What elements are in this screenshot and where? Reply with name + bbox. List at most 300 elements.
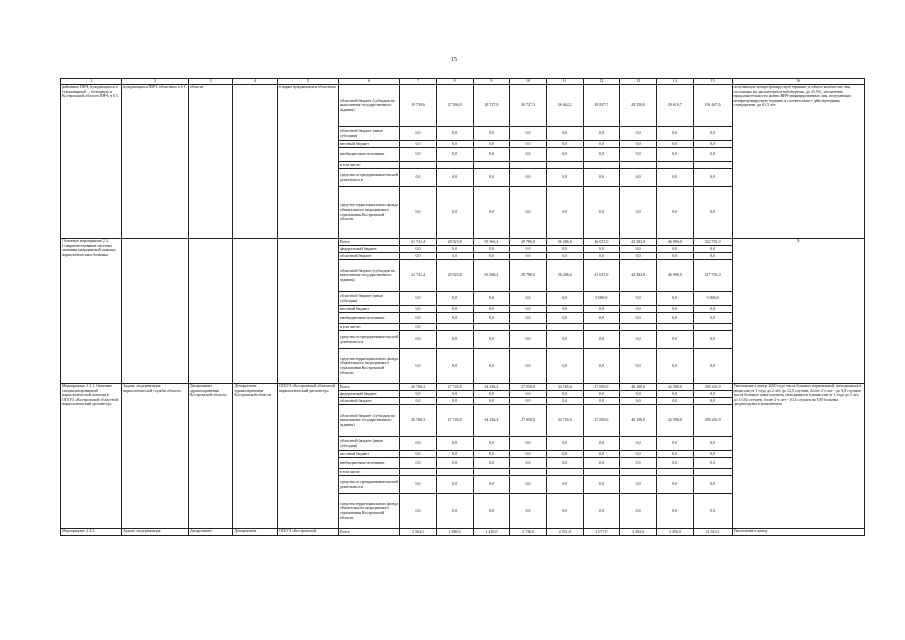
value-cell: 46 037,0	[583, 239, 620, 246]
value-cell: 0,0	[473, 246, 510, 253]
value-cell	[583, 469, 620, 476]
value-cell: 0,0	[400, 292, 437, 306]
value-cell: 0,0	[693, 476, 732, 494]
value-cell: 18 727,9	[473, 85, 510, 127]
value-cell	[656, 162, 693, 169]
value-cell: 34 765,6	[546, 405, 583, 437]
cell-c1: районных ПНЧ, нуждающихся в стационарной ... больницах в Костромской области ПНЧ, в 6 С	[61, 85, 122, 239]
value-cell: 0,0	[510, 391, 547, 398]
table-row	[61, 85, 865, 127]
value-cell: 0,0	[620, 292, 657, 306]
value-cell: 0,0	[693, 331, 732, 349]
column-number: 12	[583, 79, 620, 85]
value-cell: 0,0	[693, 398, 732, 405]
value-cell: 0,0	[436, 437, 473, 451]
table-row	[61, 529, 865, 536]
value-cell: 0,0	[400, 391, 437, 398]
value-cell: 0,0	[436, 451, 473, 458]
value-cell: 0,0	[693, 313, 732, 324]
value-cell: 0,0	[510, 141, 547, 148]
block-basic-event-2-3	[61, 239, 865, 384]
value-cell: 0,0	[693, 148, 732, 162]
value-cell: 0,0	[693, 169, 732, 187]
value-cell: 0,0	[473, 451, 510, 458]
value-cell: 0,0	[510, 349, 547, 384]
funding-source-label: средства от предпринимательской деятельности	[338, 169, 399, 187]
column-number: 3	[188, 79, 232, 85]
value-cell: 0,0	[620, 127, 657, 141]
cell-c5	[277, 239, 338, 384]
cell-c1: Основное мероприятие 2.3. Совершенствование системы оказания медицинской помощи наркологическим больным	[61, 239, 122, 384]
value-cell: 0,0	[656, 313, 693, 324]
value-cell: 0,0	[693, 141, 732, 148]
value-cell: 19 739,6	[400, 85, 437, 127]
value-cell: 44 382,0	[620, 239, 657, 246]
value-cell: 0,0	[620, 331, 657, 349]
value-cell: 0,0	[510, 127, 547, 141]
value-cell: 46 990,0	[656, 260, 693, 292]
value-cell: 0,0	[436, 476, 473, 494]
value-cell: 0,0	[510, 331, 547, 349]
value-cell: 5 000,0	[583, 292, 620, 306]
cell-c1: Мероприятие 2.3.2.	[61, 529, 122, 536]
funding-source-label: областной бюджет (иные субсидии)	[338, 292, 399, 306]
value-cell: 2 921,0	[546, 529, 583, 536]
value-cell: 0,0	[583, 169, 620, 187]
value-cell: 0,0	[583, 458, 620, 469]
value-cell: 0,0	[693, 349, 732, 384]
value-cell	[436, 469, 473, 476]
funding-source-label: Всего	[338, 239, 399, 246]
funding-source-label: в том числе:	[338, 324, 399, 331]
value-cell: 21 741,4	[400, 260, 437, 292]
cell-c3	[188, 239, 232, 384]
value-cell	[583, 324, 620, 331]
value-cell	[400, 162, 437, 169]
value-cell: 0,0	[436, 169, 473, 187]
value-cell	[436, 324, 473, 331]
cell-c5: ОГБУЗ «Костромской	[277, 529, 338, 536]
value-cell: 0,0	[510, 148, 547, 162]
value-cell: 0,0	[510, 476, 547, 494]
value-cell: 0,0	[436, 187, 473, 239]
value-cell: 26 662,2	[546, 85, 583, 127]
funding-source-label: федеральный бюджет	[338, 246, 399, 253]
value-cell: 0,0	[436, 458, 473, 469]
funding-source-label: федеральный бюджет	[338, 391, 399, 398]
value-cell: 0,0	[620, 187, 657, 239]
cell-c4: Департамент здравоохранения Костромской области	[233, 384, 277, 529]
value-cell: 0,0	[583, 494, 620, 529]
column-number: 9	[473, 79, 510, 85]
value-cell: 0,0	[693, 127, 732, 141]
cell-c2: Задача: модернизация наркологической службы области	[122, 384, 189, 529]
value-cell: 0,0	[546, 187, 583, 239]
value-cell: 0,0	[546, 148, 583, 162]
cell-c5: ОГБУЗ «Костромской областной наркологический диспансер»	[277, 384, 338, 529]
value-cell: 1 430,0	[473, 529, 510, 536]
value-cell: 0,0	[510, 451, 547, 458]
value-cell: 0,0	[583, 331, 620, 349]
value-cell: 0,0	[473, 391, 510, 398]
column-number: 4	[233, 79, 277, 85]
value-cell: 29 786,0	[510, 260, 547, 292]
value-cell: 0,0	[620, 391, 657, 398]
value-cell: 317 701,0	[693, 260, 732, 292]
value-cell: 0,0	[656, 141, 693, 148]
cell-c3: Департамент	[188, 529, 232, 536]
column-number: 7	[400, 79, 437, 85]
funding-source-label: местный бюджет	[338, 141, 399, 148]
value-cell: 0,0	[473, 306, 510, 313]
value-cell: 0,0	[656, 494, 693, 529]
value-cell: 0,0	[546, 398, 583, 405]
value-cell: 0,0	[656, 458, 693, 469]
value-cell: 0,0	[656, 349, 693, 384]
column-number: 10	[510, 79, 547, 85]
value-cell	[473, 162, 510, 169]
funding-source-label: областной бюджет (субсидии на выполнение государственного задания)	[338, 260, 399, 292]
value-cell: 0,0	[436, 391, 473, 398]
table-row	[61, 384, 865, 391]
column-number: 2	[122, 79, 189, 85]
value-cell: 0,0	[620, 458, 657, 469]
value-cell: 0,0	[583, 306, 620, 313]
value-cell: 0,0	[546, 476, 583, 494]
value-cell: 0,0	[693, 494, 732, 529]
value-cell	[546, 162, 583, 169]
value-cell: 0,0	[620, 141, 657, 148]
value-cell: 28 837,7	[583, 85, 620, 127]
value-cell: 0,0	[510, 306, 547, 313]
cell-c1: Мероприятие 2.3.1. Оказание специализированной наркологической помощи в ОГБУЗ «Костромской областной наркологический диспансер»	[61, 384, 122, 529]
value-cell: 0,0	[400, 398, 437, 405]
value-cell: 0,0	[400, 451, 437, 458]
value-cell: 322 701,0	[693, 239, 732, 246]
value-cell: 0,0	[583, 141, 620, 148]
value-cell	[546, 469, 583, 476]
value-cell: 0,0	[473, 187, 510, 239]
value-cell: 0,0	[473, 331, 510, 349]
column-number: 1	[61, 79, 122, 85]
value-cell: 0,0	[656, 246, 693, 253]
value-cell: 46 990,0	[656, 239, 693, 246]
value-cell: 0,0	[620, 169, 657, 187]
value-cell: 290 201,9	[693, 405, 732, 437]
value-cell: 27 745,8	[436, 405, 473, 437]
value-cell: 34 236,2	[473, 384, 510, 391]
funding-source-label: областной бюджет (иные субсидии)	[338, 437, 399, 451]
value-cell: 0,0	[656, 169, 693, 187]
cell-c2: Задача: модернизация	[122, 529, 189, 536]
value-cell: 0,0	[693, 451, 732, 458]
value-cell: 34 765,6	[546, 384, 583, 391]
value-cell: 1 680,0	[436, 529, 473, 536]
value-cell: 0,0	[473, 494, 510, 529]
value-cell: 36 286,6	[546, 260, 583, 292]
value-cell: 0,0	[583, 187, 620, 239]
value-cell: 0,0	[620, 349, 657, 384]
value-cell: 40 100,0	[620, 384, 657, 391]
value-cell: 0,0	[473, 148, 510, 162]
cell-c4: Департамент	[233, 529, 277, 536]
funding-source-label: областной бюджет	[338, 253, 399, 260]
value-cell: 0,0	[583, 437, 620, 451]
value-cell: 0,0	[583, 451, 620, 458]
cell-c2: нуждающихся ПНЧ, областных в 6 С	[122, 85, 189, 239]
value-cell: 0,0	[693, 253, 732, 260]
value-cell: 0,0	[400, 253, 437, 260]
value-cell	[656, 469, 693, 476]
value-cell: 0,0	[510, 253, 547, 260]
value-cell: 0,0	[546, 437, 583, 451]
value-cell: 0,0	[693, 458, 732, 469]
value-cell: 0,0	[400, 331, 437, 349]
value-cell: 0,0	[546, 451, 583, 458]
value-cell	[693, 324, 732, 331]
value-cell	[473, 469, 510, 476]
value-cell: 42 590,0	[656, 384, 693, 391]
value-cell: 0,0	[436, 331, 473, 349]
value-cell: 0,0	[473, 349, 510, 384]
column-number: 14	[656, 79, 693, 85]
value-cell: 0,0	[693, 306, 732, 313]
value-cell: 0,0	[436, 253, 473, 260]
value-cell: 0,0	[546, 331, 583, 349]
value-cell: 0,0	[473, 398, 510, 405]
page-number: 15	[451, 57, 457, 63]
value-cell: 0,0	[620, 476, 657, 494]
value-cell: 0,0	[656, 451, 693, 458]
column-number: 6	[338, 79, 399, 85]
funding-source-label: местный бюджет	[338, 451, 399, 458]
table-row	[61, 239, 865, 246]
funding-source-label: Всего	[338, 529, 399, 536]
value-cell: 0,0	[510, 246, 547, 253]
value-cell: 0,0	[473, 141, 510, 148]
value-cell: 0,0	[510, 187, 547, 239]
value-cell: 0,0	[583, 127, 620, 141]
value-cell: 0,0	[546, 169, 583, 187]
value-cell: 0,0	[693, 187, 732, 239]
value-cell: 0,0	[620, 313, 657, 324]
value-cell: 0,0	[583, 391, 620, 398]
value-cell: 44 382,0	[620, 260, 657, 292]
value-cell: 0,0	[400, 494, 437, 529]
cell-c16: Увеличение к концу 2020 года числа больных наркоманией, находящихся в ремиссии от 1 года до 2 лет, до 12,5 случаев, более 2-х лет - до 9,8 случаев; числа больных алкоголизмом, находящихся в ремиссии от 1 года до 2 лет, до 13,92 случаев, более 2-х лет - 10,4 случаев на 100 больных среднегодового контингента	[732, 384, 864, 529]
value-cell: 0,0	[436, 127, 473, 141]
value-cell: 0,0	[510, 458, 547, 469]
cell-c3: Департамент здравоохранения Костромской области	[188, 384, 232, 529]
funding-source-label: внебюджетные источники	[338, 313, 399, 324]
value-cell: 3 282,0	[620, 529, 657, 536]
value-cell: 27 504,0	[436, 85, 473, 127]
value-cell: 0,0	[546, 313, 583, 324]
value-cell: 0,0	[656, 476, 693, 494]
value-cell: 0,0	[546, 349, 583, 384]
funding-source-label: средства от предпринимательской деятельности	[338, 331, 399, 349]
funding-source-label: в том числе:	[338, 162, 399, 169]
value-cell: 0,0	[546, 127, 583, 141]
value-cell	[656, 324, 693, 331]
value-cell: 0,0	[436, 148, 473, 162]
value-cell: 0,0	[693, 246, 732, 253]
value-cell: 2 736,0	[510, 529, 547, 536]
value-cell: 0,0	[510, 398, 547, 405]
value-cell: 0,0	[510, 292, 547, 306]
value-cell	[620, 324, 657, 331]
value-cell: 0,0	[400, 476, 437, 494]
value-cell	[436, 162, 473, 169]
value-cell: 0,0	[620, 246, 657, 253]
cell-c4	[233, 239, 277, 384]
funding-source-label: внебюджетные источники	[338, 148, 399, 162]
value-cell: 0,0	[583, 246, 620, 253]
value-cell: 0,0	[546, 246, 583, 253]
value-cell: 20 768,3	[400, 405, 437, 437]
value-cell: 0,0	[546, 253, 583, 260]
funding-source-label: Всего	[338, 384, 399, 391]
value-cell	[510, 324, 547, 331]
block-event-2-3-2	[61, 529, 865, 536]
value-cell: 0,0	[693, 391, 732, 398]
value-cell: 0,0	[693, 437, 732, 451]
value-cell: 27 050,0	[510, 405, 547, 437]
value-cell: 0,0	[546, 141, 583, 148]
value-cell	[693, 162, 732, 169]
value-cell: 0,0	[620, 148, 657, 162]
value-cell: 0,0	[400, 187, 437, 239]
value-cell: 20 768,3	[400, 384, 437, 391]
funding-source-label: средства территориального фонда обязательного медицинского страхования Костромской области	[338, 494, 399, 529]
block-event-2-3-1	[61, 384, 865, 529]
value-cell: 35 566,2	[473, 239, 510, 246]
value-cell: 0,0	[546, 458, 583, 469]
value-cell: 0,0	[656, 187, 693, 239]
value-cell: 0,0	[400, 246, 437, 253]
value-cell: 0,0	[656, 127, 693, 141]
value-cell: 21 741,4	[400, 239, 437, 246]
value-cell: 0,0	[436, 141, 473, 148]
column-number: 11	[546, 79, 583, 85]
column-number: 13	[620, 79, 657, 85]
value-cell: 29 619,7	[656, 85, 693, 127]
value-cell	[546, 324, 583, 331]
value-cell: 0,0	[620, 437, 657, 451]
value-cell: 0,0	[546, 292, 583, 306]
cell-c3: области	[188, 85, 232, 239]
value-cell: 29 923,8	[436, 239, 473, 246]
column-number: 8	[436, 79, 473, 85]
value-cell: 0,0	[656, 437, 693, 451]
value-cell	[400, 469, 437, 476]
cell-c2	[122, 239, 189, 384]
value-cell: 0,0	[400, 127, 437, 141]
column-number: 15	[693, 79, 732, 85]
value-cell: 0,0	[656, 398, 693, 405]
value-cell: 0,0	[510, 437, 547, 451]
value-cell: 0,0	[656, 306, 693, 313]
value-cell: 0,0	[656, 292, 693, 306]
value-cell: 0,0	[400, 437, 437, 451]
value-cell: 0,0	[473, 458, 510, 469]
value-cell	[620, 162, 657, 169]
value-cell: 20 727,3	[510, 85, 547, 127]
value-cell: 41 037,0	[583, 260, 620, 292]
value-cell: 0,0	[400, 141, 437, 148]
value-cell: 0,0	[400, 324, 437, 331]
funding-source-label: областной бюджет (субсидии на выполнение государственного задания)	[338, 405, 399, 437]
value-cell: 0,0	[620, 494, 657, 529]
column-number: 5	[277, 79, 338, 85]
value-cell: 0,0	[656, 391, 693, 398]
value-cell: 0,0	[473, 292, 510, 306]
value-cell: 0,0	[583, 253, 620, 260]
value-cell: 0,0	[510, 313, 547, 324]
value-cell: 0,0	[583, 476, 620, 494]
value-cell: 0,0	[400, 169, 437, 187]
value-cell: 29 786,0	[510, 239, 547, 246]
value-cell	[620, 469, 657, 476]
value-cell: 21 610,1	[693, 529, 732, 536]
cell-c4	[233, 85, 277, 239]
value-cell: 0,0	[436, 398, 473, 405]
funding-source-label: внебюджетные источники	[338, 458, 399, 469]
value-cell: 0,0	[436, 292, 473, 306]
value-cell: 0,0	[546, 494, 583, 529]
value-cell: 0,0	[583, 313, 620, 324]
budget-table	[60, 78, 865, 536]
funding-source-label: средства территориального фонда обязательного медицинского страхования Костромской области	[338, 349, 399, 384]
value-cell: 0,0	[436, 494, 473, 529]
column-number: 16	[732, 79, 864, 85]
value-cell: 0,0	[473, 313, 510, 324]
value-cell: 0,0	[436, 246, 473, 253]
cell-c16: Увеличение к концу	[732, 529, 864, 536]
funding-source-label: в том числе:	[338, 469, 399, 476]
value-cell	[510, 469, 547, 476]
value-cell: 0,0	[656, 148, 693, 162]
funding-source-label: средства территориального фонда обязательного медицинского страхования Костромской области	[338, 187, 399, 239]
value-cell: 0,0	[473, 476, 510, 494]
value-cell: 0,0	[583, 398, 620, 405]
value-cell: 36 286,6	[546, 239, 583, 246]
value-cell: 0,0	[473, 437, 510, 451]
value-cell: 0,0	[620, 451, 657, 458]
value-cell: 0,0	[400, 306, 437, 313]
value-cell: 0,0	[546, 306, 583, 313]
value-cell: 0,0	[400, 349, 437, 384]
value-cell: 0,0	[510, 169, 547, 187]
funding-source-label: местный бюджет	[338, 306, 399, 313]
value-cell: 5 000,0	[693, 292, 732, 306]
value-cell: 0,0	[583, 148, 620, 162]
value-cell	[510, 162, 547, 169]
value-cell: 0,0	[510, 494, 547, 529]
value-cell: 2 564,1	[400, 529, 437, 536]
value-cell	[473, 324, 510, 331]
value-cell: 0,0	[583, 349, 620, 384]
value-cell	[693, 469, 732, 476]
value-cell: 0,0	[473, 253, 510, 260]
cell-c16: получающих антиретровирусную терапию, в общем количестве лиц, состоящих на диспансерном наблюдении, до 25,5%, увеличение продолжительности жизни ВИЧ-инфицированных лиц, получающих антиретровирусную терапию в соответствии с действующими стандартами, до 61,5 лет	[732, 85, 864, 239]
value-cell: 35 566,2	[473, 260, 510, 292]
value-cell: 37 850,0	[583, 405, 620, 437]
cell-c16: X	[732, 239, 864, 384]
value-cell: 34 236,2	[473, 405, 510, 437]
value-cell: 28 250,0	[620, 85, 657, 127]
value-cell: 0,0	[400, 458, 437, 469]
